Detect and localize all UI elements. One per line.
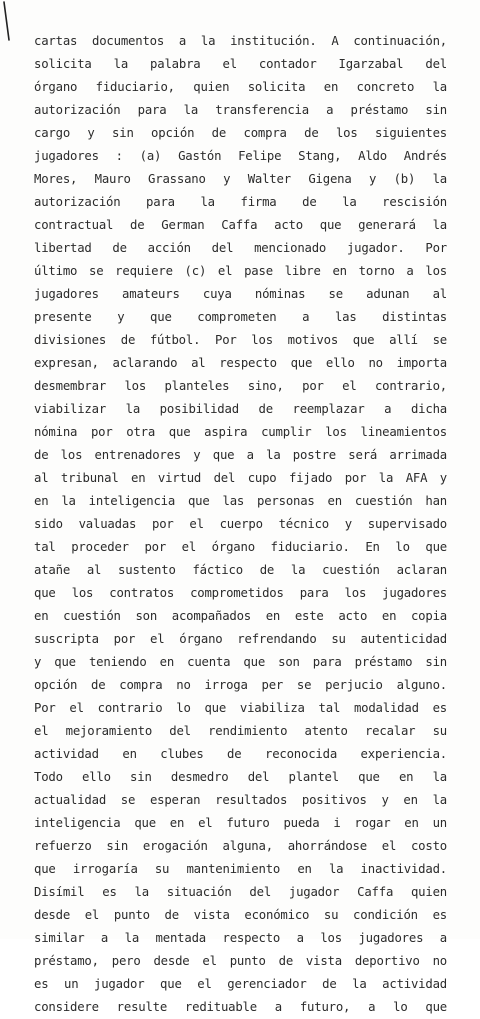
document-text-line: contractual de German Caffa acto que generará la [34, 218, 447, 232]
document-text-line: Por el contrario lo que viabiliza tal modalidad es [34, 701, 447, 715]
document-text-line: último se requiere (c) el pase libre en torno a los [34, 264, 447, 278]
document-text-line: jugadores amateurs cuya nóminas se adunan al [34, 287, 447, 301]
document-text-line: refuerzo sin erogación alguna, ahorrándose el costo [34, 839, 447, 853]
document-text-line: viabilizar la posibilidad de reemplazar a dicha [34, 402, 447, 416]
document-text-line: en la inteligencia que las personas en cuestión han [34, 494, 447, 508]
document-text-line: de los entrenadores y que a la postre será arrimada [34, 448, 447, 462]
document-text-line: expresan, aclarando al respecto que ello no importa [34, 356, 447, 370]
document-text-line: cartas documentos a la institución. A continuación, [34, 34, 447, 48]
document-text-line: libertad de acción del mencionado jugador. Por [34, 241, 447, 255]
document-text-line: que los contratos comprometidos para los jugadores [34, 586, 447, 600]
document-text-line: al tribunal en virtud del cupo fijado por la AFA y [34, 471, 447, 485]
document-text-line: Mores, Mauro Grassano y Walter Gigena y (b) la [34, 172, 447, 186]
document-text-line: actualidad se esperan resultados positivos y en la [34, 793, 447, 807]
document-text-line: cargo y sin opción de compra de los siguientes [34, 126, 447, 140]
document-text-line: opción de compra no irroga per se perjucio alguno. [34, 678, 447, 692]
document-text-line: que irrogaría su mantenimiento en la inactividad. [34, 862, 447, 876]
document-text-line: actividad en clubes de reconocida experiencia. [34, 747, 447, 761]
document-text-line: considere resulte redituable a futuro, a lo que [34, 1000, 447, 1014]
document-text-line: préstamo, pero desde el punto de vista deportivo no [34, 954, 447, 968]
document-text-line: desde el punto de vista económico su condición es [34, 908, 447, 922]
document-text-line: inteligencia que en el futuro pueda i rogar en un [34, 816, 447, 830]
document-text-line: suscripta por el órgano refrendando su autenticidad [34, 632, 447, 646]
document-text-line: autorización para la firma de la rescisión [34, 195, 447, 209]
document-text-line: sido valuadas por el cuerpo técnico y supervisado [34, 517, 447, 531]
document-text-line: nómina por otra que aspira cumplir los lineamientos [34, 425, 447, 439]
document-text-line: tal proceder por el órgano fiduciario. En lo que [34, 540, 447, 554]
document-body-text [34, 30, 447, 1019]
document-text-line: Disímil es la situación del jugador Caffa quien [34, 885, 447, 899]
document-text-line: en cuestión son acompañados en este acto en copia [34, 609, 447, 623]
pen-stroke-mark [2, 0, 14, 44]
document-text-line: atañe al sustento fáctico de la cuestión aclaran [34, 563, 447, 577]
document-text-line: desmembrar los planteles sino, por el contrario, [34, 379, 447, 393]
document-text-line: autorización para la transferencia a préstamo sin [34, 103, 447, 117]
document-text-line: Todo ello sin desmedro del plantel que en la [34, 770, 447, 784]
document-text-line: órgano fiduciario, quien solicita en concreto la [34, 80, 447, 94]
document-text-line: el mejoramiento del rendimiento atento recalar su [34, 724, 447, 738]
document-text-line: jugadores : (a) Gastón Felipe Stang, Aldo Andrés [34, 149, 447, 163]
document-text-line: divisiones de fútbol. Por los motivos que allí se [34, 333, 447, 347]
document-text-line: presente y que comprometen a las distintas [34, 310, 447, 324]
document-text-line: solicita la palabra el contador Igarzabal del [34, 57, 447, 71]
document-text-line: es un jugador que el gerenciador de la actividad [34, 977, 447, 991]
document-text-line: y que teniendo en cuenta que son para préstamo sin [34, 655, 447, 669]
document-text-line: similar a la mentada respecto a los jugadores a [34, 931, 447, 945]
